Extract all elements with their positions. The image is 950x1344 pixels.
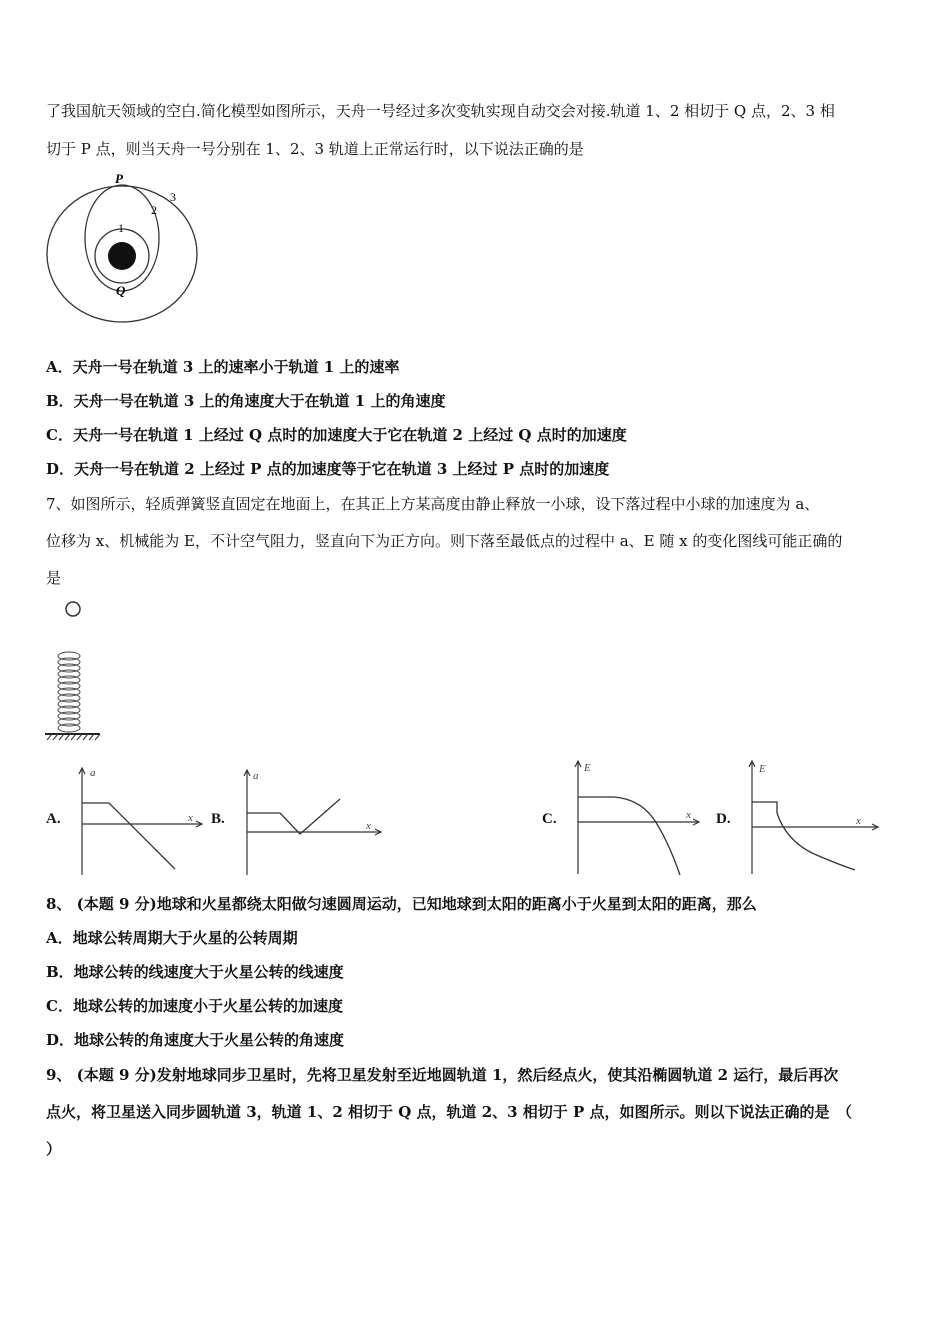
graph-c: [569, 758, 704, 876]
graph-d: [742, 758, 882, 876]
graph-a-y-label: a: [90, 767, 96, 779]
graph-a-x-label: x: [188, 812, 193, 824]
q9-stem-line3: ）: [46, 1140, 62, 1158]
graph-d-label: D.: [716, 811, 731, 827]
q6-option-b: B．天舟一号在轨道 3 上的角速度大于在轨道 1 上的角速度: [46, 392, 446, 410]
q8-option-b: B．地球公转的线速度大于火星公转的线速度: [46, 963, 344, 981]
graph-a-label: A.: [46, 811, 61, 827]
q6-option-d: D．天舟一号在轨道 2 上经过 P 点的加速度等于它在轨道 3 上经过 P 点时的加速度: [46, 460, 610, 478]
graph-c-y-label: E: [584, 762, 591, 774]
graph-c-label: C.: [542, 811, 557, 827]
graph-d-x-label: x: [856, 815, 861, 827]
q8-stem: 8、 (本题 9 分)地球和火星都绕太阳做匀速圆周运动，已知地球到太阳的距离小于火星到太阳的距离，那么: [46, 895, 757, 913]
orbit-figure: [46, 172, 206, 324]
label-2: 2: [151, 203, 157, 217]
graph-c-x-label: x: [686, 809, 691, 821]
q6-stem-line2: 切于 P 点，则当天舟一号分别在 1、2、3 轨道上正常运行时，以下说法正确的是: [46, 140, 584, 158]
graph-b-x-label: x: [366, 820, 371, 832]
orbit-2: [85, 185, 159, 291]
graph-a: [72, 765, 207, 875]
q7-stem-line2: 位移为 x、机械能为 E，不计空气阻力，竖直向下为正方向。则下落至最低点的过程中 a、E 随 x 的变化图线可能正确的: [46, 532, 843, 550]
graph-c-curve: [578, 797, 680, 875]
q9-stem-line1: 9、 (本题 9 分)发射地球同步卫星时，先将卫星发射至近地圆轨道 1，然后经点火，使其沿椭圆轨道 2 运行，最后再次: [46, 1066, 839, 1084]
q7-stem-line1: 7、如图所示，轻质弹簧竖直固定在地面上，在其正上方某高度由静止释放一小球，设下落过程中小球的加速度为 a、: [46, 495, 820, 513]
ball: [66, 602, 80, 616]
graph-a-curve: [82, 803, 175, 869]
q6-option-c: C．天舟一号在轨道 1 上经过 Q 点时的加速度大于它在轨道 2 上经过 Q 点时的加速度: [46, 426, 627, 444]
q8-option-d: D．地球公转的角速度大于火星公转的角速度: [46, 1031, 345, 1049]
label-p: P: [115, 171, 123, 186]
q8-option-c: C．地球公转的加速度小于火星公转的加速度: [46, 997, 343, 1015]
q6-option-a: A．天舟一号在轨道 3 上的速率小于轨道 1 上的速率: [46, 358, 400, 376]
graph-d-curve: [752, 802, 855, 870]
graph-b: [236, 765, 386, 875]
spring-figure: [44, 600, 104, 745]
q9-stem-line2: 点火，将卫星送入同步圆轨道 3，轨道 1、2 相切于 Q 点，轨道 2、3 相切于 P 点，如图所示。则以下说法正确的是 （: [46, 1103, 853, 1121]
label-3: 3: [170, 190, 176, 204]
graph-d-y-label: E: [759, 763, 766, 775]
earth: [108, 242, 136, 270]
q7-stem-line3: 是: [46, 569, 62, 587]
graph-b-y-label: a: [253, 770, 259, 782]
graph-b-label: B.: [211, 811, 225, 827]
q8-option-a: A．地球公转周期大于火星的公转周期: [46, 929, 298, 947]
graph-b-curve: [247, 799, 340, 834]
label-q: Q: [116, 283, 126, 298]
spring: [58, 652, 80, 732]
q6-stem-line1: 了我国航天领域的空白.简化模型如图所示，天舟一号经过多次变轨实现自动交会对接.轨道 1、2 相切于 Q 点，2、3 相: [46, 102, 835, 120]
label-1: 1: [118, 221, 124, 235]
